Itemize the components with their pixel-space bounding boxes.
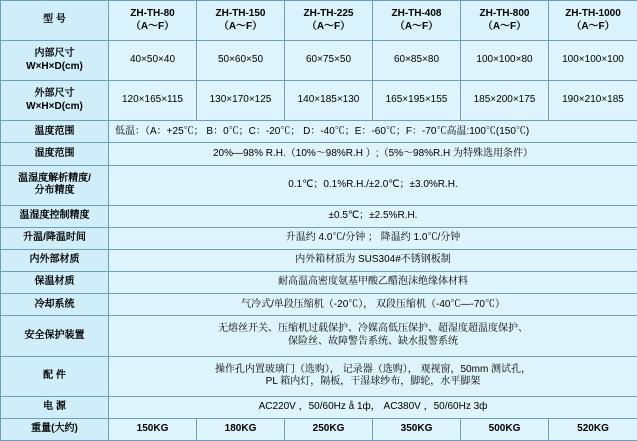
weight-3: 250KG — [285, 418, 373, 440]
outer-size-3: 140×185×130 — [285, 81, 373, 121]
model-suffix-2: （A～F） — [218, 20, 263, 32]
inner-size-5: 100×100×80 — [461, 41, 549, 81]
row-label-inner-size — [1, 41, 109, 81]
power-value: AC220V ，50/60Hz å 1ф， AC380V ，50/60Hz 3ф — [109, 396, 637, 418]
inner-size-1: 40×50×40 — [109, 41, 197, 81]
weight-4: 350KG — [373, 418, 461, 440]
outer-size-6: 190×210×185 — [549, 81, 637, 121]
row-label-cooling-system: 冷却系统 — [1, 294, 109, 316]
row-label-temp-range: 温度范围 — [1, 121, 109, 143]
row-label-outer-size-line2: W×H×D(cm) — [26, 100, 83, 112]
table-row — [1, 396, 637, 418]
row-label-accessories: 配 件 — [1, 356, 109, 396]
row-label-resolution — [1, 165, 109, 205]
row-label-model: 型 号 — [1, 1, 109, 41]
outer-size-4: 165×195×155 — [373, 81, 461, 121]
accessories-value — [109, 356, 637, 396]
model-cell-1 — [109, 1, 197, 41]
weight-1: 150KG — [109, 418, 197, 440]
row-label-insulation: 保温材质 — [1, 272, 109, 294]
table-row — [1, 249, 637, 271]
model-name-5: ZH-TH-800 — [479, 8, 530, 20]
safety-line2: 保险丝、故障警告系统、缺水报警系统 — [288, 335, 458, 347]
outer-size-5: 185×200×175 — [461, 81, 549, 121]
outer-size-1: 120×165×115 — [109, 81, 197, 121]
insulation-value: 耐高温高密度氨基甲酸乙醋泡沫绝缘体材料 — [109, 272, 637, 294]
model-cell-4 — [373, 1, 461, 41]
control-accuracy-value: ±0.5℃；±2.5%R.H. — [109, 205, 637, 227]
row-label-inner-size-line1: 内部尺寸 — [34, 48, 75, 60]
inner-size-2: 50×60×50 — [197, 41, 285, 81]
row-label-inner-size-line2: W×H×D(cm) — [26, 60, 83, 72]
model-suffix-6: （A～F） — [571, 20, 615, 32]
table-row — [1, 227, 637, 249]
inner-size-3: 60×75×50 — [285, 41, 373, 81]
row-label-power: 电 源 — [1, 396, 109, 418]
model-name-2: ZH-TH-150 — [215, 8, 266, 20]
table-row — [1, 294, 637, 316]
row-label-control-accuracy: 温湿度控制精度 — [1, 205, 109, 227]
material-value: 内外箱材质为 SUS304#不锈钢板制 — [109, 249, 637, 271]
model-suffix-3: （A～F） — [306, 20, 351, 32]
model-cell-6 — [549, 1, 637, 41]
row-label-resolution-line1: 温湿度解析精度/ — [18, 172, 91, 184]
cooling-system-value: 气冷式/单段压缩机（-20℃）， 双段压缩机（-40℃—-70℃） — [109, 294, 637, 316]
weight-2: 180KG — [197, 418, 285, 440]
safety-line1: 无熔丝开关、压缩机过载保护、冷媒高低压保护、超湿度超温度保护、 — [218, 323, 528, 335]
table-row — [1, 316, 637, 356]
weight-5: 500KG — [461, 418, 549, 440]
row-label-ramp-time: 升温/降温时间 — [1, 227, 109, 249]
inner-size-4: 60×85×80 — [373, 41, 461, 81]
row-label-material: 内外部材质 — [1, 249, 109, 271]
model-name-1: ZH-TH-80 — [130, 8, 175, 20]
table-row — [1, 165, 637, 205]
row-label-outer-size — [1, 81, 109, 121]
model-cell-2 — [197, 1, 285, 41]
model-name-4: ZH-TH-408 — [391, 8, 442, 20]
table-row — [1, 356, 637, 396]
model-name-6: ZH-TH-1000 — [565, 8, 621, 20]
safety-value — [109, 316, 637, 356]
weight-6: 520KG — [549, 418, 637, 440]
outer-size-2: 130×170×125 — [197, 81, 285, 121]
row-label-resolution-line2: 分布精度 — [34, 185, 75, 197]
ramp-time-value: 升温约 4.0℃/分钟 ； 降温约 1.0℃/分钟 — [109, 227, 637, 249]
model-suffix-5: （A～F） — [482, 20, 527, 32]
table-row — [1, 1, 637, 41]
table-row — [1, 272, 637, 294]
resolution-value: 0.1℃；0.1%R.H./±2.0℃；±3.0%R.H. — [109, 165, 637, 205]
table-row — [1, 41, 637, 81]
temp-range-value: 低温：（A：+25℃； B：0℃；C：-20℃； D：-40℃；E：-60℃；F：-70℃高温:100℃(150℃) — [109, 121, 637, 143]
accessories-line2: PL 箱内灯，隔板，干湿球纱布，脚轮，水平脚架 — [265, 376, 481, 388]
row-label-weight: 重量(大约) — [1, 418, 109, 440]
table-row — [1, 418, 637, 440]
model-suffix-4: （A～F） — [394, 20, 439, 32]
table-row — [1, 121, 637, 143]
model-suffix-1: （A～F） — [130, 20, 175, 32]
model-cell-5 — [461, 1, 549, 41]
table-row — [1, 205, 637, 227]
table-row — [1, 81, 637, 121]
row-label-humidity-range: 湿度范围 — [1, 143, 109, 165]
humidity-range-value: 20%—98% R.H.（10%～98%R.H ）;（5%～98%R.H 为特殊选用条件） — [109, 143, 637, 165]
row-label-outer-size-line1: 外部尺寸 — [34, 88, 75, 100]
accessories-line1: 操作孔内置玻璃门（选购）， 记录器（选购）， 观视窗，50mm 测试孔， — [214, 363, 532, 375]
model-name-3: ZH-TH-225 — [303, 8, 354, 20]
table-row — [1, 143, 637, 165]
inner-size-6: 100×100×100 — [549, 41, 637, 81]
row-label-safety: 安全保护装置 — [1, 316, 109, 356]
model-cell-3 — [285, 1, 373, 41]
